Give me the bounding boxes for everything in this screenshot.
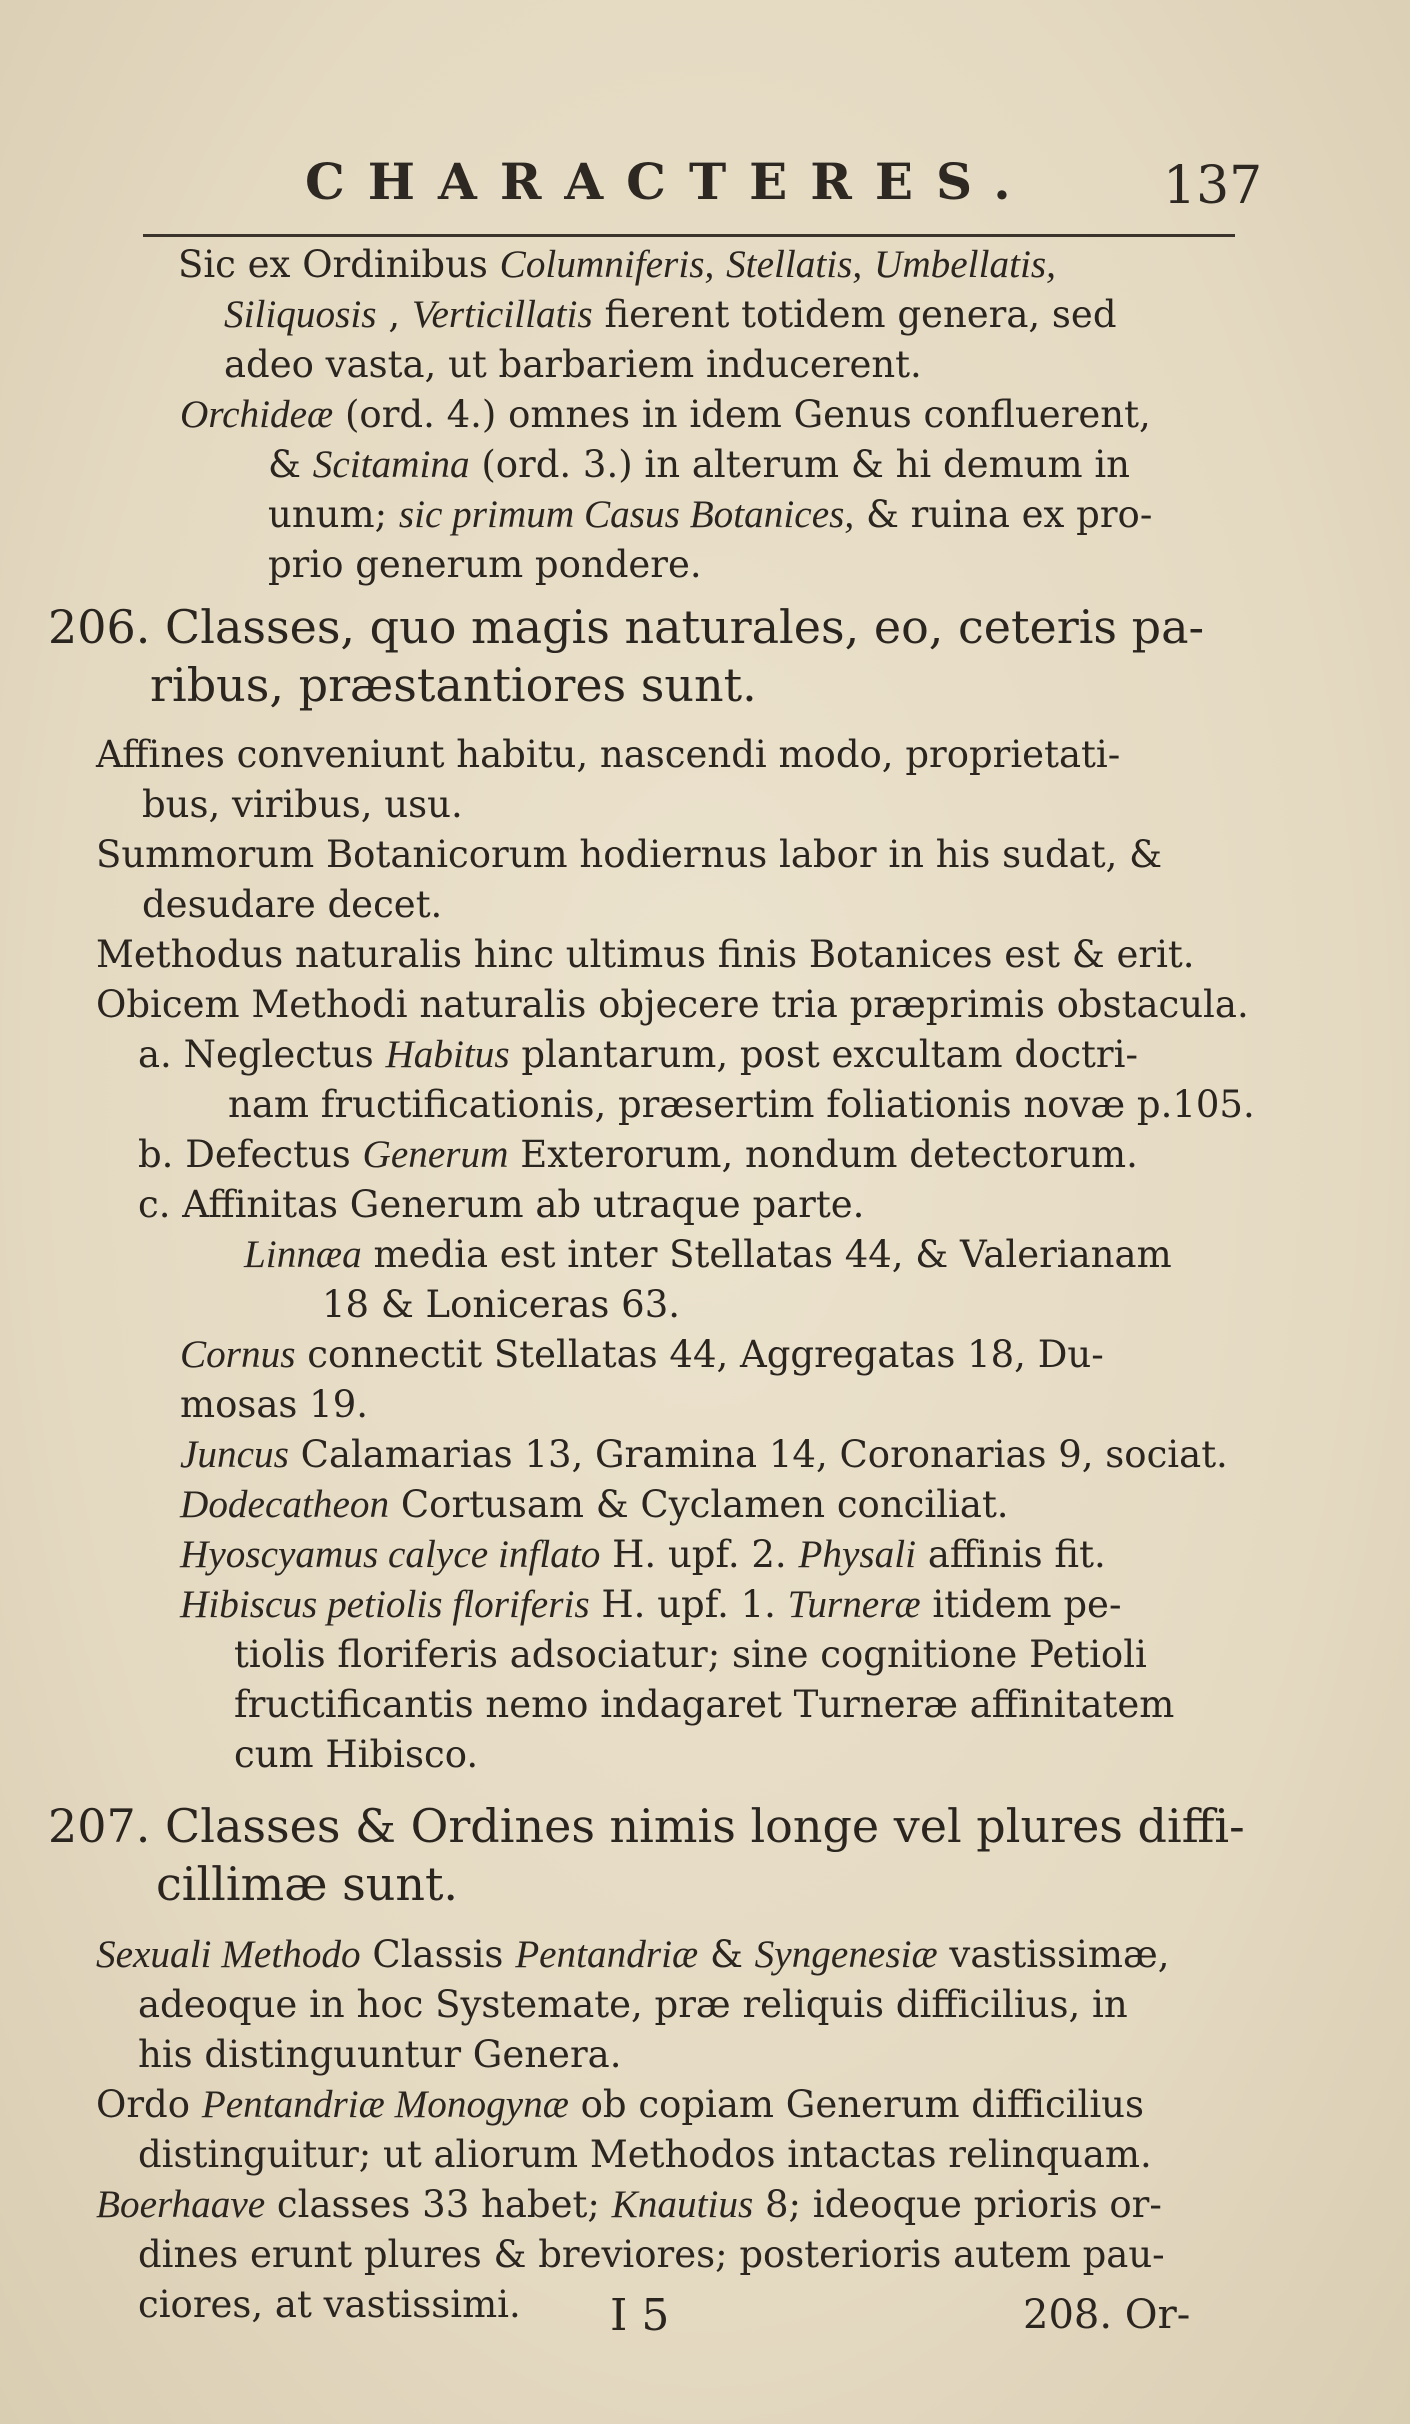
text-line [178, 240, 1056, 290]
text-segment: bus, viribus, usu. [142, 783, 463, 826]
text-segment: Obicem Methodi naturalis objecere tria præprimis obstacula. [96, 983, 1249, 1026]
italic-text: Pentandriæ Monogynæ [201, 2083, 569, 2126]
text-segment: cillimæ sunt. [156, 1857, 459, 1911]
italic-text: Dodecatheon [180, 1483, 390, 1526]
text-segment: Cortusam & Cyclamen conciliat. [389, 1483, 1009, 1526]
text-segment: Classis [360, 1933, 516, 1976]
text-segment: connectit Stellatas 44, Aggregatas 18, Du- [295, 1333, 1104, 1376]
text-line [48, 1797, 1245, 1855]
italic-text: Hibiscus petiolis floriferis [180, 1583, 590, 1626]
catchword: 208. Or- [1023, 2292, 1191, 2338]
text-line [180, 1380, 368, 1430]
text-segment: tiolis floriferis adsociatur; sine cognitione Petioli [234, 1633, 1147, 1676]
text-line [138, 2280, 521, 2330]
text-segment [714, 243, 726, 286]
text-segment: , [376, 293, 412, 336]
signature-mark: I 5 [610, 2290, 670, 2341]
text-segment: itidem pe- [920, 1583, 1122, 1626]
text-segment: 206. Classes, quo magis naturales, eo, ceteris pa- [48, 600, 1205, 654]
text-segment: prio generum pondere. [268, 543, 702, 586]
italic-text: Habitus [385, 1033, 510, 1076]
text-line [96, 2080, 1144, 2130]
text-segment: ribus, præstantiores sunt. [150, 658, 757, 712]
text-line [138, 2230, 1165, 2280]
text-segment: Calamarias 13, Gramina 14, Coronarias 9, sociat. [288, 1433, 1228, 1476]
text-line [180, 390, 1151, 440]
text-line [138, 1130, 1138, 1180]
text-segment: 8; ideoque prioris or- [753, 2183, 1162, 2226]
text-segment: fierent totidem genera, sed [592, 293, 1117, 336]
text-segment: media est inter Stellatas 44, & Valerianam [361, 1233, 1172, 1276]
italic-text: Umbellatis, [874, 243, 1056, 286]
italic-text: Syngenesiæ [754, 1933, 938, 1976]
text-segment: Summorum Botanicorum hodiernus labor in his sudat, & [96, 833, 1163, 876]
text-line [96, 830, 1162, 880]
text-segment: plantarum, post excultam doctri- [509, 1033, 1138, 1076]
text-segment: nam fructificationis, præsertim foliationis novæ p.105. [228, 1083, 1255, 1126]
italic-text: sic primum Casus Botanices, [398, 493, 855, 536]
text-line [180, 1430, 1228, 1480]
italic-text: Physali [798, 1533, 917, 1576]
text-segment: distinguitur; ut aliorum Methodos intactas relinquam. [138, 2133, 1152, 2176]
text-line [156, 1855, 458, 1913]
text-segment: & ruina ex pro- [854, 493, 1153, 536]
text-segment: vastissimæ, [937, 1933, 1170, 1976]
text-line [268, 440, 1130, 490]
text-segment: desudare decet. [142, 883, 443, 926]
text-segment: his distinguuntur Genera. [138, 2033, 622, 2076]
italic-text: Boerhaave [96, 2183, 266, 2226]
italic-text: Scitamina [312, 443, 470, 486]
italic-text: Orchideæ [180, 393, 334, 436]
italic-text: Hyoscyamus calyce inflato [180, 1533, 601, 1576]
text-line [150, 656, 757, 714]
text-segment: Methodus naturalis hinc ultimus finis Botanices est & erit. [96, 933, 1195, 976]
text-line [234, 1630, 1147, 1680]
text-line [138, 2030, 621, 2080]
text-line [224, 290, 1117, 340]
text-line [244, 1230, 1172, 1280]
text-segment: Ordo [96, 2083, 202, 2126]
italic-text: Generum [362, 1133, 509, 1176]
text-segment: b. Defectus [138, 1133, 363, 1176]
running-head: CHARACTERES. [305, 152, 1034, 211]
text-line [96, 930, 1195, 980]
text-segment: adeoque in hoc Systemate, præ reliquis difficilius, in [138, 1983, 1128, 2026]
text-segment: (ord. 3.) in alterum & hi demum in [469, 443, 1130, 486]
text-segment: ob copiam Generum difficilius [568, 2083, 1144, 2126]
text-segment: dines erunt plures & breviores; posterioris autem pau- [138, 2233, 1165, 2276]
text-segment: c. Affinitas Generum ab utraque parte. [138, 1183, 865, 1226]
text-line [234, 1680, 1174, 1730]
text-line [96, 1930, 1170, 1980]
text-segment: H. upf. 1. [589, 1583, 788, 1626]
text-segment: a. Neglectus [138, 1033, 386, 1076]
text-line [96, 730, 1120, 780]
text-line [48, 598, 1204, 656]
text-line [138, 1180, 864, 1230]
text-segment: Affines conveniunt habitu, nascendi modo, proprietati- [96, 733, 1121, 776]
text-line [268, 540, 702, 590]
text-segment: cum Hibisco. [234, 1733, 479, 1776]
italic-text: Stellatis, [726, 243, 863, 286]
text-line [96, 2180, 1162, 2230]
text-segment: H. upf. 2. [600, 1533, 799, 1576]
italic-text: Pentandriæ [515, 1933, 699, 1976]
text-segment: classes 33 habet; [265, 2183, 612, 2226]
page-number: 137 [1163, 156, 1263, 216]
text-line [224, 340, 922, 390]
text-segment: fructificantis nemo indagaret Turneræ affinitatem [234, 1683, 1175, 1726]
text-line [138, 2130, 1152, 2180]
text-segment: Exterorum, nondum detectorum. [508, 1133, 1138, 1176]
text-line [180, 1580, 1121, 1630]
text-line [142, 780, 463, 830]
text-line [142, 880, 442, 930]
italic-text: Juncus [180, 1433, 289, 1476]
italic-text: Linnæa [244, 1233, 362, 1276]
text-segment: adeo vasta, ut barbariem inducerent. [224, 343, 922, 386]
text-line [138, 1030, 1138, 1080]
text-segment: & [698, 1933, 755, 1976]
text-line [234, 1730, 478, 1780]
text-segment: 207. Classes & Ordines nimis longe vel plures diffi- [48, 1799, 1245, 1853]
text-segment: (ord. 4.) omnes in idem Genus confluerent, [333, 393, 1151, 436]
text-segment: mosas 19. [180, 1383, 368, 1426]
text-segment: 18 & Loniceras 63. [322, 1283, 681, 1326]
text-line [180, 1530, 1106, 1580]
italic-text: Cornus [180, 1333, 296, 1376]
italic-text: Siliquosis [224, 293, 377, 336]
text-line [228, 1080, 1255, 1130]
text-segment: ciores, at vastissimi. [138, 2283, 521, 2326]
text-line [180, 1480, 1009, 1530]
text-line [180, 1330, 1104, 1380]
text-line [268, 490, 1152, 540]
text-segment: affinis fit. [916, 1533, 1106, 1576]
header-rule [143, 234, 1235, 237]
text-segment: & [268, 443, 313, 486]
text-segment: Sic ex Ordinibus [178, 243, 500, 286]
text-segment [862, 243, 874, 286]
italic-text: Knautius [611, 2183, 754, 2226]
text-line [322, 1280, 680, 1330]
italic-text: Turneræ [787, 1583, 921, 1626]
italic-text: Sexuali Methodo [96, 1933, 361, 1976]
text-line [96, 980, 1249, 1030]
italic-text: Verticillatis [411, 293, 593, 336]
text-line [138, 1980, 1128, 2030]
text-segment: unum; [268, 493, 399, 536]
italic-text: Columniferis, [499, 243, 715, 286]
